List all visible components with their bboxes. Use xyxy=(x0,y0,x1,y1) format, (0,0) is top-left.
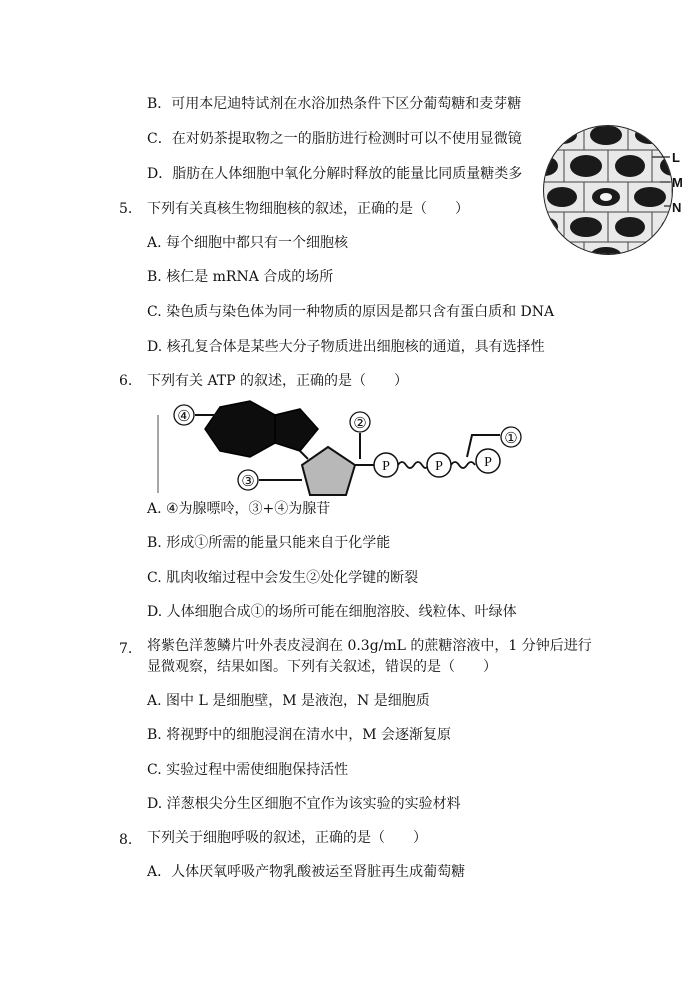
q8-number: 8. xyxy=(119,832,133,848)
q7-option-c: C. 实验过程中需使细胞保持活性 xyxy=(147,762,349,778)
label-3: ③ xyxy=(241,472,255,490)
phosphate-3: P xyxy=(484,455,492,470)
plasmolysis-figure xyxy=(540,120,690,260)
adenine-shape xyxy=(205,401,275,457)
q6-option-b: B. 形成①所需的能量只能来自于化学能 xyxy=(147,535,391,551)
phosphate-1: P xyxy=(382,459,390,474)
q5-stem: 下列有关真核生物细胞核的叙述，正确的是（ ） xyxy=(147,201,469,217)
q4-option-d: D．脂肪在人体细胞中氧化分解时释放的能量比同质量糖类多 xyxy=(147,166,523,182)
q7-option-b: B. 将视野中的细胞浸润在清水中，M 会逐渐复原 xyxy=(147,727,451,743)
q8-option-a: A．人体厌氧呼吸产物乳酸被运至肾脏再生成葡萄糖 xyxy=(147,864,466,880)
label-l: L xyxy=(672,150,680,165)
q7-option-d: D. 洋葱根尖分生区细胞不宜作为该实验的实验材料 xyxy=(147,796,461,812)
q4-option-b: B．可用本尼迪特试剂在水浴加热条件下区分葡萄糖和麦芽糖 xyxy=(147,96,522,112)
label-m: M xyxy=(672,175,683,190)
q7-stem-line2: 显微观察，结果如图。下列有关叙述，错误的是（ ） xyxy=(147,659,497,675)
ribose-shape xyxy=(302,447,355,495)
q6-option-a: A. ④为腺嘌呤，③+④为腺苷 xyxy=(147,501,331,517)
q7-stem-line1: 将紫色洋葱鳞片叶外表皮浸润在 0.3g/mL 的蔗糖溶液中，1 分钟后进行 xyxy=(147,638,592,654)
q7-option-a: A. 图中 L 是细胞壁，M 是液泡，N 是细胞质 xyxy=(147,693,430,709)
q8-stem: 下列关于细胞呼吸的叙述，正确的是（ ） xyxy=(147,830,427,846)
q7-number: 7. xyxy=(119,641,133,657)
label-1: ① xyxy=(504,429,518,447)
label-2: ② xyxy=(353,414,367,432)
q6-number: 6. xyxy=(119,373,133,389)
phosphate-2: P xyxy=(435,459,443,474)
atp-structure-figure xyxy=(150,395,540,500)
label-4: ④ xyxy=(177,407,191,425)
q6-option-c: C. 肌肉收缩过程中会发生②处化学键的断裂 xyxy=(147,570,419,586)
q4-option-c: C．在对奶茶提取物之一的脂肪进行检测时可以不使用显微镜 xyxy=(147,131,522,147)
label-n: N xyxy=(672,200,682,215)
q5-number: 5. xyxy=(119,201,133,217)
q6-option-d: D. 人体细胞合成①的场所可能在细胞溶胶、线粒体、叶绿体 xyxy=(147,604,517,620)
q5-option-c: C. 染色质与染色体为同一种物质的原因是都只含有蛋白质和 DNA xyxy=(147,304,555,320)
q5-option-a: A. 每个细胞中都只有一个细胞核 xyxy=(147,235,349,251)
q5-option-d: D. 核孔复合体是某些大分子物质进出细胞核的通道，具有选择性 xyxy=(147,339,545,355)
q5-option-b: B. 核仁是 mRNA 合成的场所 xyxy=(147,269,334,285)
q6-stem: 下列有关 ATP 的叙述，正确的是（ ） xyxy=(147,373,409,389)
